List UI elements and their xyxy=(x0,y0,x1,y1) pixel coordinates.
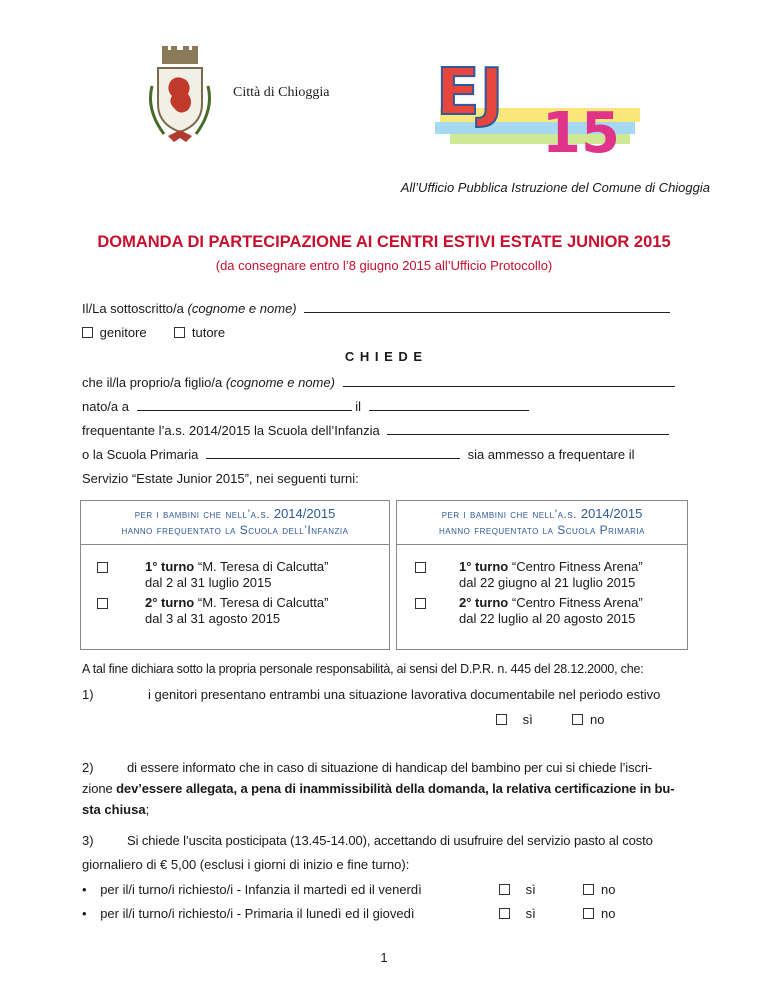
birthdate-field[interactable] xyxy=(369,399,529,411)
child-row xyxy=(82,375,675,390)
decl2-text-start: zione xyxy=(82,781,117,796)
no-label: no xyxy=(590,712,605,727)
svg-text:15: 15 xyxy=(542,101,620,166)
city-coat-of-arms xyxy=(140,46,220,146)
attending-row xyxy=(82,423,669,438)
infanzia-school-field[interactable] xyxy=(387,423,669,435)
bullet-text: per il/i turno/i richiesto/i - Infanzia il martedì ed il venerdì xyxy=(100,882,422,897)
turno-dates: dal 2 al 31 luglio 2015 xyxy=(145,575,272,590)
bullet-dot: • xyxy=(82,882,87,897)
signer-hint: (cognome e nome) xyxy=(187,301,297,316)
turno-place: “Centro Fitness Arena” xyxy=(508,559,643,574)
yes-label: sì xyxy=(522,712,533,727)
decl1-text: i genitori presentano entrambi una situazione lavorativa documentabile nel periodo estivo xyxy=(148,687,661,702)
bullet-text: per il/i turno/i richiesto/i - Primaria il lunedì ed il giovedì xyxy=(100,906,415,921)
decl1-no-checkbox[interactable] xyxy=(572,714,583,725)
parent-checkbox[interactable] xyxy=(82,327,93,338)
bullet-primaria xyxy=(82,906,415,921)
header-year: 2014/2015 xyxy=(580,506,643,521)
born-at-label: nato/a a xyxy=(82,399,129,414)
admitted-label: sia ammesso a frequentare il xyxy=(467,447,635,462)
turno-place: “M. Teresa di Calcutta” xyxy=(194,595,329,610)
primaria-turno1 xyxy=(459,559,643,591)
turno-dates: dal 3 al 31 agosto 2015 xyxy=(145,611,281,626)
bullet-primaria-options xyxy=(499,906,615,921)
child-hint: (cognome e nome) xyxy=(225,375,335,390)
turno-label: 2° turno xyxy=(459,595,509,610)
infanzia-turno1-checkbox[interactable] xyxy=(97,562,108,573)
decl2-bold-requirement: dev’essere allegata, a pena di inammissibilità della domanda, la relativa certificazione in bu- xyxy=(116,781,675,796)
turno-label: 1° turno xyxy=(459,559,509,574)
birthplace-field[interactable] xyxy=(137,399,352,411)
table-header-primaria xyxy=(397,501,687,545)
infanzia-turno2-checkbox[interactable] xyxy=(97,598,108,609)
primaria-yes-checkbox[interactable] xyxy=(499,908,510,919)
declarations-intro: A tal fine dichiara sotto la propria personale responsabilità, ai sensi del D.P.R. n. 445 del 28.12.2000, che: xyxy=(82,662,644,676)
primary-label: o la Scuola Primaria xyxy=(82,447,199,462)
signer-name-field[interactable] xyxy=(304,301,670,313)
page-title: DOMANDA DI PARTECIPAZIONE AI CENTRI ESTIVI ESTATE JUNIOR 2015 xyxy=(97,233,671,251)
yes-label: sì xyxy=(525,882,536,897)
decl1-number: 1) xyxy=(82,687,94,702)
decl3-text-a: Si chiede l’uscita posticipata (13.45-14.00), accettando di usufruire del servizio pasto al costo xyxy=(127,833,653,848)
decl2-text-b xyxy=(82,781,674,796)
page-number: 1 xyxy=(380,950,388,965)
header-line2: hanno frequentato la Scuola dell’Infanzia xyxy=(121,523,349,537)
attending-label: frequentante l’a.s. 2014/2015 la Scuola dell’Infanzia xyxy=(82,423,380,438)
page-subtitle: (da consegnare entro l’8 giugno 2015 all’Ufficio Protocollo) xyxy=(215,258,553,273)
header-year: 2014/2015 xyxy=(273,506,336,521)
born-row xyxy=(82,399,529,414)
no-label: no xyxy=(601,906,616,921)
primaria-turno1-checkbox[interactable] xyxy=(415,562,426,573)
primary-school-field[interactable] xyxy=(206,447,460,459)
bullet-infanzia xyxy=(82,882,422,897)
turno-place: “Centro Fitness Arena” xyxy=(508,595,643,610)
turno-dates: dal 22 luglio al 20 agosto 2015 xyxy=(459,611,636,626)
signer-label: Il/La sottoscritto/a xyxy=(82,301,184,316)
svg-text:EJ: EJ xyxy=(436,56,504,130)
signer-row xyxy=(82,301,670,316)
decl1-options xyxy=(496,712,604,727)
city-name: Città di Chioggia xyxy=(233,85,330,100)
turno-label: 2° turno xyxy=(145,595,195,610)
decl1-yes-checkbox[interactable] xyxy=(496,714,507,725)
decl2-text-a: di essere informato che in caso di situazione di handicap del bambino per cui si chiede l’iscri- xyxy=(127,760,653,775)
table-header-infanzia xyxy=(81,501,389,545)
role-row xyxy=(82,325,225,340)
decl3-number: 3) xyxy=(82,833,94,848)
ej15-logo xyxy=(430,48,645,166)
turni-table-infanzia xyxy=(80,500,390,650)
recipient-line: All’Ufficio Pubblica Istruzione del Comune di Chioggia xyxy=(400,180,710,195)
tutor-label: tutore xyxy=(191,325,226,340)
decl2-end: ; xyxy=(145,802,150,817)
turno-label: 1° turno xyxy=(145,559,195,574)
service-row: Servizio “Estate Junior 2015”, nei seguenti turni: xyxy=(82,471,359,486)
bullet-infanzia-options xyxy=(499,882,615,897)
infanzia-turno1 xyxy=(145,559,328,591)
chiede-heading: C H I E D E xyxy=(344,349,424,364)
yes-label: sì xyxy=(525,906,536,921)
decl3-text-b: giornaliero di € 5,00 (esclusi i giorni di inizio e fine turno): xyxy=(82,857,410,872)
bullet-dot: • xyxy=(82,906,87,921)
primaria-turno2 xyxy=(459,595,643,627)
child-label: che il/la proprio/a figlio/a xyxy=(82,375,223,390)
tutor-checkbox[interactable] xyxy=(174,327,185,338)
infanzia-turno2 xyxy=(145,595,328,627)
infanzia-yes-checkbox[interactable] xyxy=(499,884,510,895)
infanzia-no-checkbox[interactable] xyxy=(583,884,594,895)
born-on-label: il xyxy=(355,399,362,414)
turno-place: “M. Teresa di Calcutta” xyxy=(194,559,329,574)
primaria-no-checkbox[interactable] xyxy=(583,908,594,919)
no-label: no xyxy=(601,882,616,897)
turni-table-primaria xyxy=(396,500,688,650)
child-name-field[interactable] xyxy=(343,375,675,387)
decl2-number: 2) xyxy=(82,760,94,775)
decl2-bold-end: sta chiusa xyxy=(82,802,146,817)
header-line2: hanno frequentato la Scuola Primaria xyxy=(438,523,646,537)
header-line1: per i bambini che nell’a.s. xyxy=(441,507,577,521)
decl2-text-c xyxy=(82,802,149,817)
turno-dates: dal 22 giugno al 21 luglio 2015 xyxy=(459,575,636,590)
parent-label: genitore xyxy=(99,325,147,340)
header-line1: per i bambini che nell’a.s. xyxy=(134,507,270,521)
primaria-turno2-checkbox[interactable] xyxy=(415,598,426,609)
primary-row xyxy=(82,447,635,462)
